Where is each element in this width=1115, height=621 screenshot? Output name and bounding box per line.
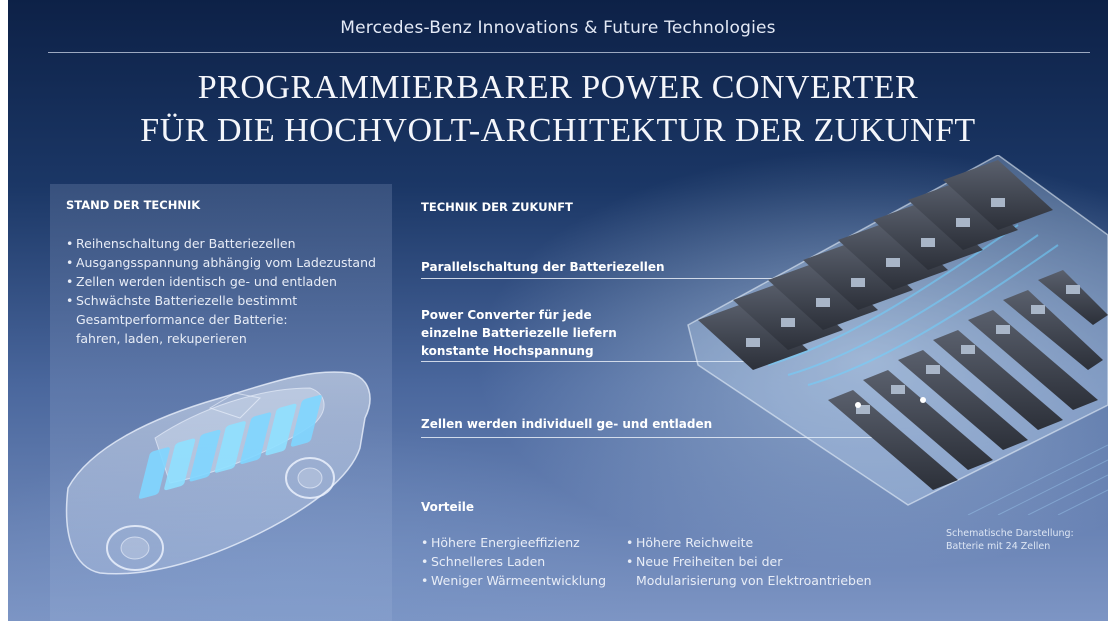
list-item: • Ausgangsspannung abhängig vom Ladezustand [66, 253, 386, 272]
list-item: • Höhere Energieeffizienz [421, 533, 606, 552]
title-line-2: FÜR DIE HOCHVOLT-ARCHITEKTUR DER ZUKUNFT [140, 112, 976, 149]
callout-individual: Zellen werden individuell ge- und entladen [421, 417, 713, 431]
illustration-caption [946, 527, 1074, 553]
callout-line: einzelne Batteriezelle liefern [421, 326, 617, 340]
brand-line: Mercedes-Benz Innovations & Future Technologies [340, 18, 776, 38]
infographic [8, 0, 1108, 621]
state-of-the-art-list [66, 234, 386, 348]
list-item: • Weniger Wärmeentwicklung [421, 571, 606, 590]
panel-title: STAND DER TECHNIK [66, 198, 201, 212]
caption-line: Schematische Darstellung: [946, 528, 1074, 539]
list-item: • Zellen werden identisch ge- und entladen [66, 272, 386, 291]
callout-line: konstante Hochspannung [421, 344, 594, 358]
future-tech-title: TECHNIK DER ZUKUNFT [421, 200, 573, 214]
advantages-list-1 [421, 533, 606, 590]
caption-line: Batterie mit 24 Zellen [946, 541, 1051, 552]
advantages-list-2 [626, 533, 872, 590]
list-item: • Neue Freiheiten bei der [626, 552, 872, 571]
list-item: • Höhere Reichweite [626, 533, 872, 552]
list-item: • Reihenschaltung der Batteriezellen [66, 234, 386, 253]
list-item-continuation: fahren, laden, rekuperieren [76, 331, 247, 346]
list-item-continuation: Gesamtperformance der Batterie: [76, 312, 288, 327]
battery-cells-icon [668, 155, 1108, 515]
header-divider [48, 52, 1090, 53]
list-item-continuation: Modularisierung von Elektroantrieben [636, 573, 872, 588]
callout-power-converter [421, 306, 617, 360]
list-item: • Schnelleres Laden [421, 552, 606, 571]
callout-parallel: Parallelschaltung der Batteriezellen [421, 260, 665, 274]
list-item: • Schwächste Batteriezelle bestimmt [66, 291, 386, 310]
page-title [8, 66, 1108, 152]
transparent-car-icon [60, 338, 380, 608]
callout-line: Power Converter für jede [421, 308, 592, 322]
title-line-1: PROGRAMMIERBARER POWER CONVERTER [197, 69, 919, 106]
advantages-title: Vorteile [421, 500, 475, 514]
